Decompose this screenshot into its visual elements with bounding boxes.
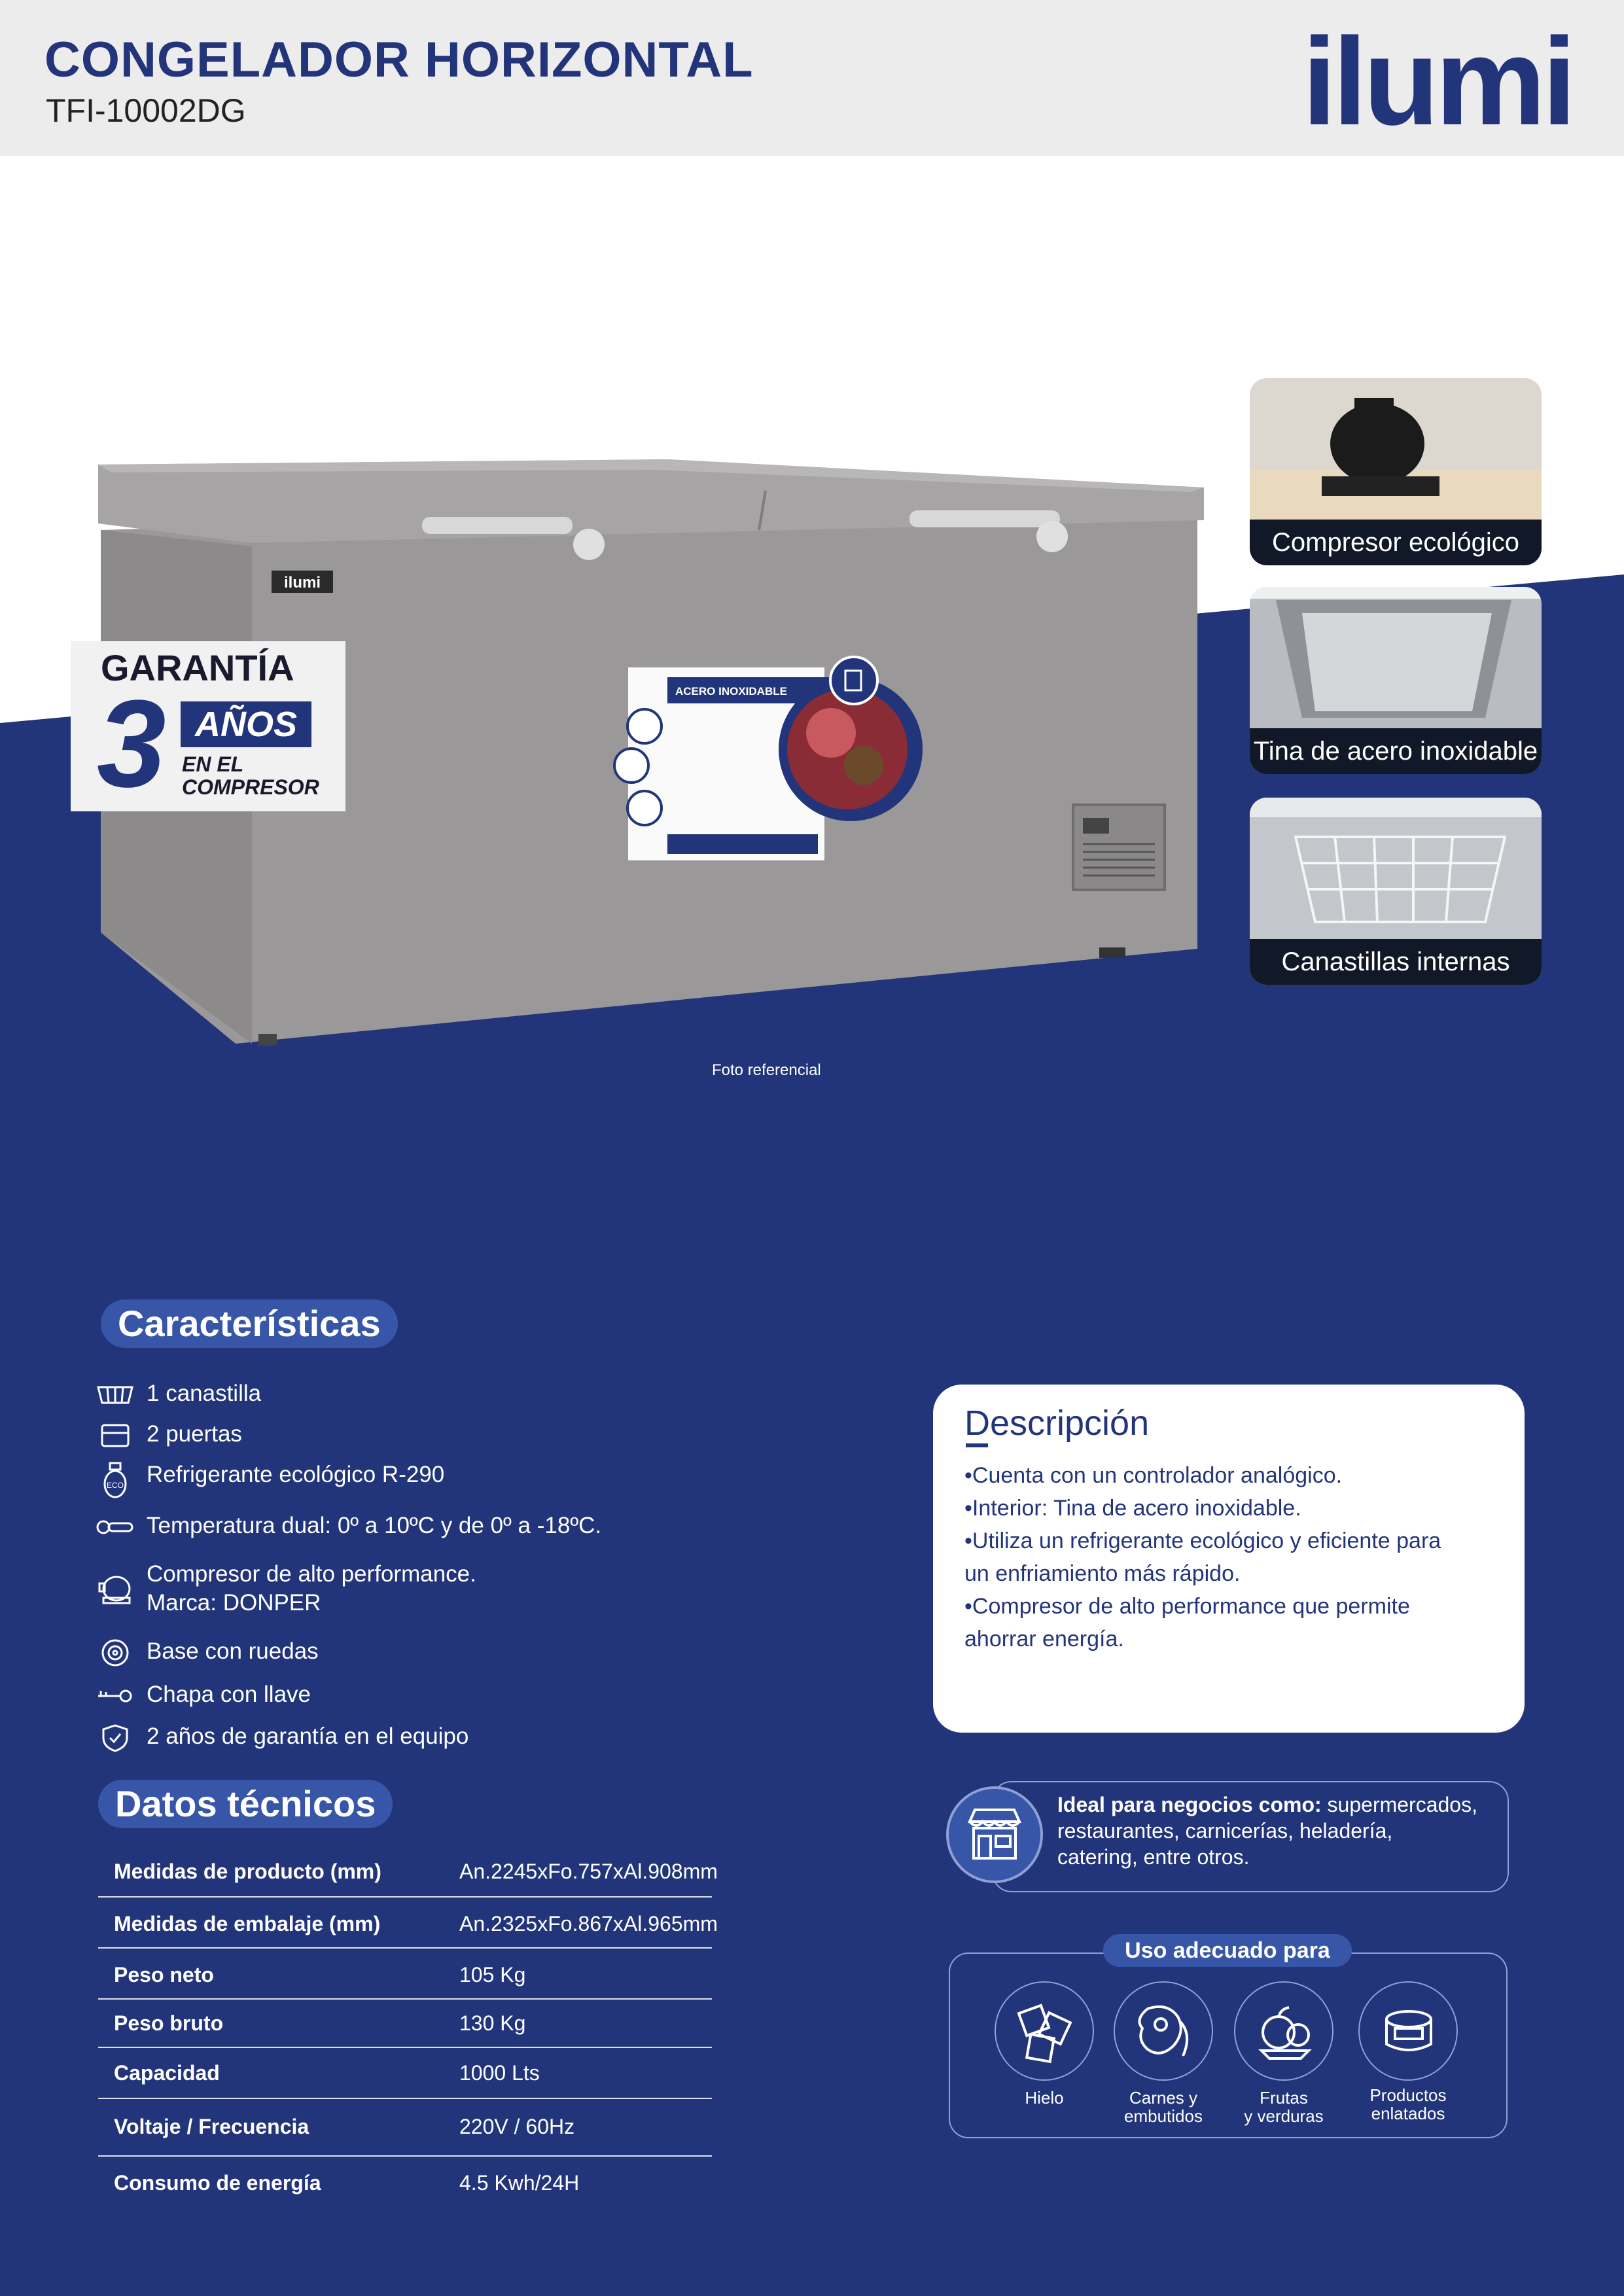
use-label-meat: Carnes y embutidos: [1124, 2088, 1203, 2126]
description-line: •Compresor de alto performance que permite: [964, 1594, 1410, 1619]
ideal-rest: supermercados,: [1321, 1793, 1477, 1816]
thumb-compressor: [1250, 378, 1542, 565]
shield-icon: [96, 1723, 135, 1752]
sticker-heading: ACERO INOXIDABLE: [675, 685, 787, 698]
use-label-ice: Hielo: [1025, 2088, 1064, 2108]
use-label-fruit: Frutas y verduras: [1244, 2088, 1324, 2126]
eco-refrigerant-icon: [96, 1462, 135, 1501]
table-row: Medidas de producto (mm) An.2245xFo.757xAl.908mm: [114, 1860, 718, 1883]
key-icon: [96, 1682, 135, 1710]
description-line: •Interior: Tina de acero inoxidable.: [964, 1496, 1301, 1521]
row-divider: [98, 1896, 712, 1898]
compressor-icon: [96, 1569, 135, 1608]
fruit-icon: [1234, 1981, 1333, 2081]
suitable-use-title: Uso adecuado para: [1103, 1934, 1352, 1967]
model-number: TFI-10002DG: [46, 92, 246, 129]
door-icon: [96, 1421, 135, 1450]
table-row: Peso neto 105 Kg: [114, 1963, 526, 1987]
row-divider: [98, 2155, 712, 2157]
description-line: ahorrar energía.: [964, 1627, 1124, 1651]
datos-tecnicos-title: Datos técnicos: [98, 1780, 393, 1828]
description-card: [933, 1385, 1525, 1733]
ideal-line: catering, entre otros.: [1057, 1845, 1250, 1869]
table-row: Capacidad 1000 Lts: [114, 2061, 540, 2085]
freezer-brand-plate: ilumi: [283, 574, 321, 592]
table-row: Voltaje / Frecuencia 220V / 60Hz: [114, 2115, 575, 2138]
svg-text:ECO: ECO: [106, 1481, 124, 1490]
warranty-number: 3: [97, 675, 166, 813]
thumb-label-compressor: Compresor ecológico: [1250, 520, 1542, 565]
description-line: •Utiliza un refrigerante ecológico y eficiente para: [964, 1528, 1441, 1553]
ice-icon: [995, 1981, 1094, 2081]
table-row: Peso bruto 130 Kg: [114, 2011, 526, 2035]
page-title: CONGELADOR HORIZONTAL: [44, 32, 754, 88]
warranty-line1: EN EL: [182, 752, 244, 776]
basket-icon: [96, 1381, 135, 1409]
wheel-icon: [96, 1638, 135, 1667]
header-bar: [0, 0, 1624, 156]
ideal-bold: Ideal para negocios como:: [1057, 1793, 1322, 1816]
row-divider: [98, 2098, 712, 2099]
warranty-title: GARANTÍA: [101, 647, 294, 688]
store-icon: [946, 1786, 1043, 1883]
warranty-line2: COMPRESOR: [182, 775, 319, 799]
ideal-line: restaurantes, carnicerías, heladería,: [1057, 1819, 1393, 1843]
use-label-can: Productos enlatados: [1369, 2085, 1447, 2123]
brand-logo: ilumi: [1302, 12, 1573, 151]
table-row: Consumo de energía 4.5 Kwh/24H: [114, 2171, 580, 2195]
meat-icon: [1114, 1981, 1213, 2081]
description-line: un enfriamiento más rápido.: [964, 1561, 1241, 1586]
caracteristicas-title: Características: [101, 1299, 398, 1348]
thumb-label-stainless-tub: Tina de acero inoxidable: [1250, 728, 1542, 774]
description-title: Descripción: [964, 1404, 1150, 1443]
warranty-years: AÑOS: [181, 701, 311, 747]
table-row: Medidas de embalaje (mm) An.2325xFo.867xAl.965mm: [114, 1912, 718, 1935]
can-icon: [1358, 1981, 1458, 2081]
warranty-badge: [71, 641, 345, 811]
thumb-baskets: [1250, 798, 1542, 985]
photo-reference-note: Foto referencial: [712, 1061, 821, 1079]
row-divider: [98, 1947, 712, 1949]
thumb-stainless-tub: [1250, 587, 1542, 774]
ideal-business-text: [1057, 1792, 1502, 1870]
thumb-label-baskets: Canastillas internas: [1250, 939, 1542, 985]
thermometer-icon: [96, 1513, 135, 1542]
description-line: •Cuenta con un controlador analógico.: [964, 1463, 1343, 1488]
description-underline: [966, 1443, 988, 1447]
feature-item: Compresor de alto performance. Marca: DONPER: [96, 1560, 684, 1619]
